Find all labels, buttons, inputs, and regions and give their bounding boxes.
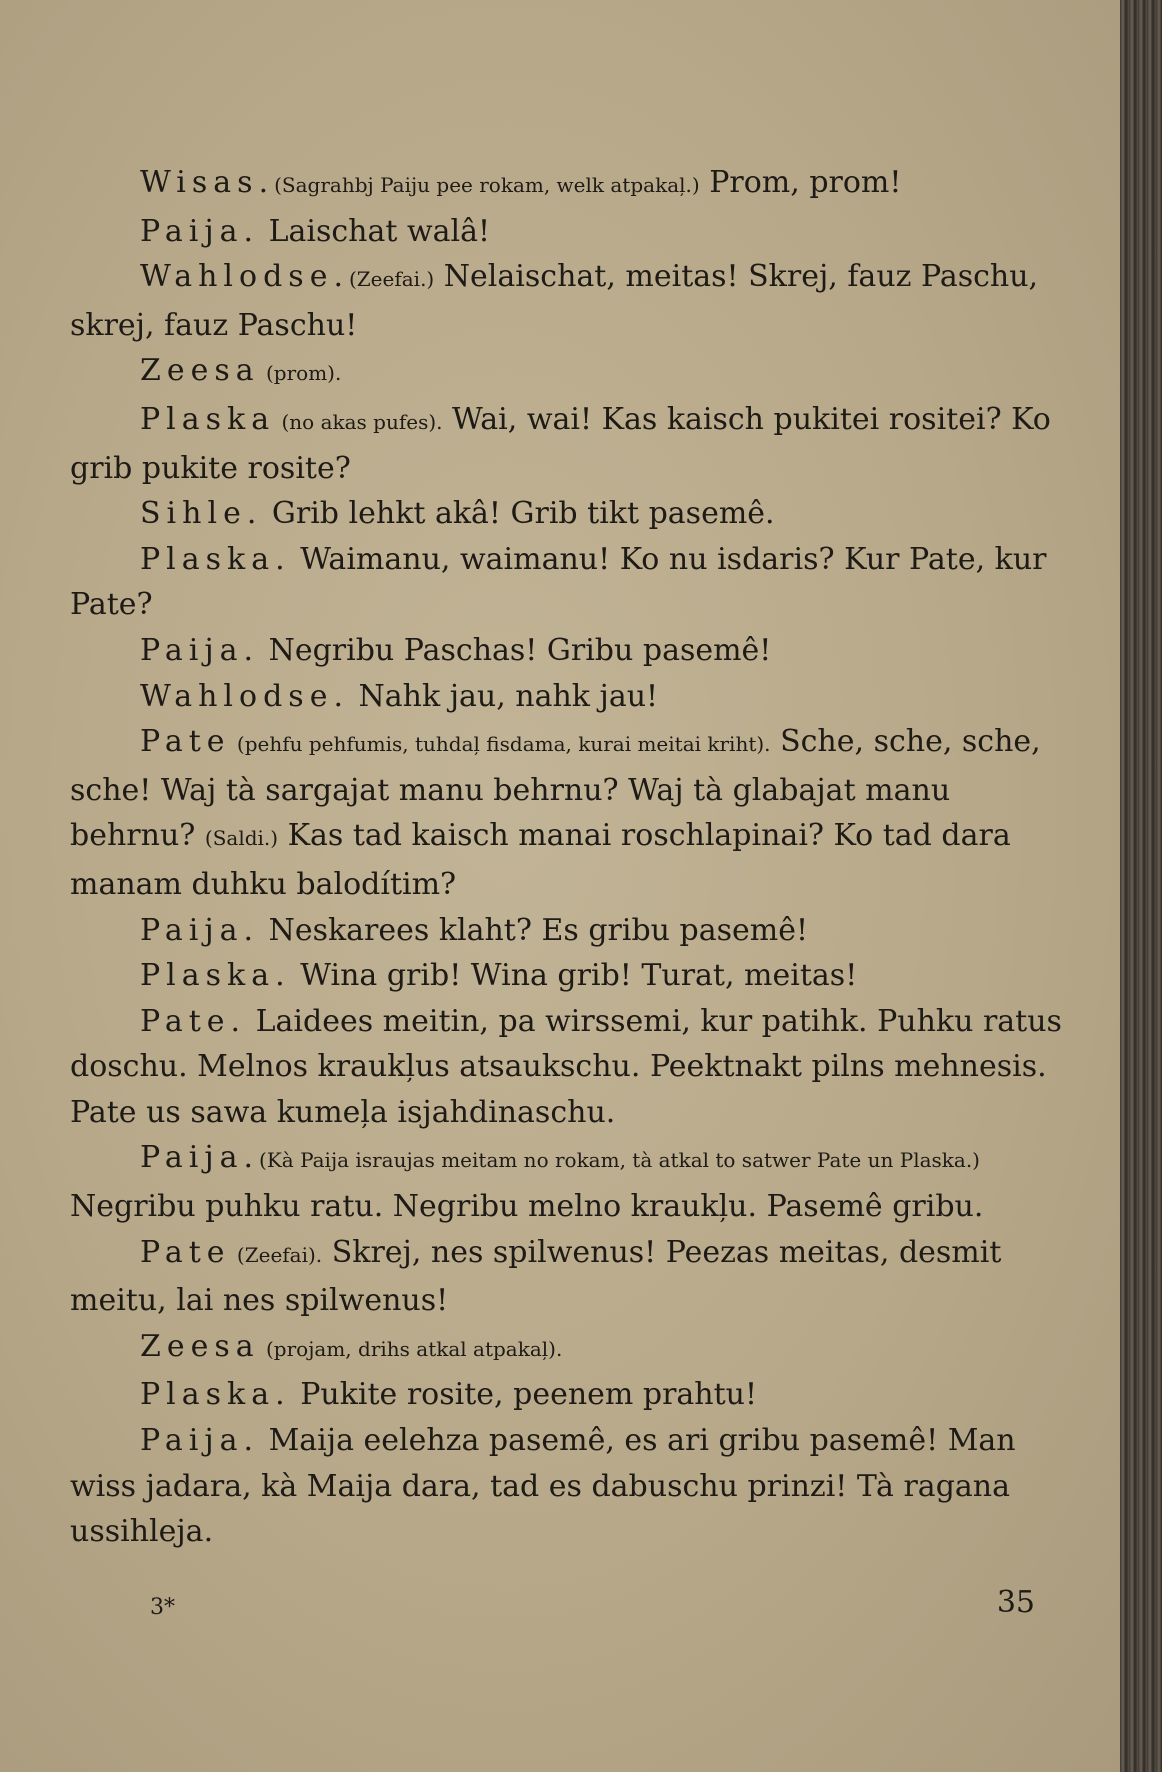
speech-paragraph [70, 491, 1070, 537]
speech-paragraph [70, 628, 1070, 674]
stage-direction: (no akas pufes). [275, 409, 443, 434]
speech-paragraph [70, 999, 1070, 1136]
speaker-name: Paija. [140, 213, 260, 249]
speaker-name: Wisas. [140, 165, 275, 200]
speech-paragraph [70, 953, 1070, 999]
speech-text: Pukite rosite, peenem prahtu! [290, 1377, 758, 1413]
speech-text: Neskarees klaht? Es gribu pasemê! [259, 912, 809, 948]
speaker-name: Plaska. [140, 958, 291, 994]
speaker-name: Pate [140, 1234, 231, 1270]
speech-paragraph [70, 1418, 1070, 1555]
signature-mark: 3* [150, 1595, 175, 1620]
page-number: 35 [996, 1585, 1035, 1620]
stage-direction: (Zeefai). [230, 1242, 323, 1267]
speech-paragraph [70, 1135, 1070, 1229]
stage-direction: (prom). [259, 361, 342, 386]
speech-text: Sche, sche, sche, sche! Waj tà sargajat manu behrnu? Waj tà glabajat manu behrnu? [70, 724, 1041, 854]
speaker-name: Zeesa [140, 353, 260, 389]
speech-paragraph [70, 348, 1070, 397]
speaker-name: Pate. [140, 1003, 247, 1039]
speech-text: Skrej, fauz Paschu, skrej, fauz Paschu! [70, 259, 1039, 343]
stage-direction: (projam, drihs atkal atpakaļ). [259, 1336, 563, 1361]
speech-text: Nahk jau, nahk jau! [348, 678, 659, 714]
speech-text: Grib lehkt akâ! Grib tikt pasemê. [262, 496, 775, 532]
play-text [70, 160, 1070, 1555]
speaker-name: Wahlodse. [140, 678, 349, 714]
speech-paragraph [70, 254, 1070, 348]
stage-direction: (Zeefai.) [348, 267, 435, 292]
speech-text: Skrej, nes spilwenus! Peezas meitas, desmit meitu, lai nes spilwenus! [70, 1234, 1002, 1319]
stage-direction: (Saldi.) [204, 826, 279, 851]
speech-text: Laidees meitin, pa wirssemi, kur patihk. Puhku ratus doschu. Melnos kraukļus atsaukschu. Peektnakt pilns mehnesis. Pate us sawa kumeļa isjahdinaschu. [70, 1003, 1062, 1130]
speaker-name: Sihle. [140, 496, 263, 532]
speaker-name: Plaska. [140, 1377, 291, 1413]
stage-direction: (pehfu pehfumis, tuhdaļ fisdama, kurai meitai kriht). [230, 732, 771, 757]
speech-paragraph [70, 397, 1070, 491]
speech-text: Wina grib! Wina grib! Turat, meitas! [290, 958, 858, 994]
speech-paragraph [70, 908, 1070, 954]
speaker-name: Plaska. [140, 541, 291, 577]
speaker-name: Paija. [140, 1423, 260, 1459]
speech-paragraph [70, 160, 1070, 209]
speech-paragraph [70, 209, 1070, 255]
speaker-name: Paija. [140, 1140, 260, 1176]
speech-text: Negribu puhku ratu. Negribu melno kraukļu. Pasemê gribu. [70, 1189, 984, 1225]
speaker-name: Plaska [140, 401, 276, 437]
speaker-name: Paija. [140, 632, 260, 668]
book-spine-edge [1120, 0, 1162, 1772]
speech-text: Nelaischat, meitas! [434, 259, 749, 295]
speech-paragraph [70, 1230, 1070, 1324]
speech-paragraph [70, 1324, 1070, 1373]
speech-paragraph [70, 537, 1070, 628]
speaker-name: Pate [140, 724, 231, 760]
speech-paragraph [70, 719, 1070, 907]
speech-text: Kas tad kaisch manai roschlapinai? Ko tad dara manam duhku balodítim? [70, 818, 1011, 902]
speech-paragraph [70, 674, 1070, 720]
speech-text: Wai, wai! Kas kaisch pukitei rositei? Ko grib pukite rosite? [70, 401, 1051, 486]
speech-text: Maija eelehza pasemê, es ari gribu pasemê! Man wiss jadara, kà Maija dara, tad es dabuschu prinzi! Tà ragana ussihleja. [70, 1423, 1016, 1550]
stage-direction: (Sagrahbj Paiju pee rokam, welk atpakaļ.) [274, 173, 700, 197]
speaker-name: Paija. [140, 912, 260, 948]
speech-text: Negribu Paschas! Gribu pasemê! [259, 632, 772, 668]
stage-direction: (Kà Paija israujas meitam no rokam, tà atkal to satwer Pate un Plaska.) [259, 1148, 980, 1173]
speaker-name: Zeesa [140, 1328, 260, 1364]
speech-text: Waimanu, waimanu! Ko nu isdaris? Kur Pate, kur Pate? [70, 541, 1047, 623]
speech-text: Laischat walâ! [259, 213, 491, 249]
speaker-name: Wahlodse. [140, 259, 349, 295]
speech-paragraph [70, 1372, 1070, 1418]
speech-text: Prom, prom! [699, 165, 902, 200]
